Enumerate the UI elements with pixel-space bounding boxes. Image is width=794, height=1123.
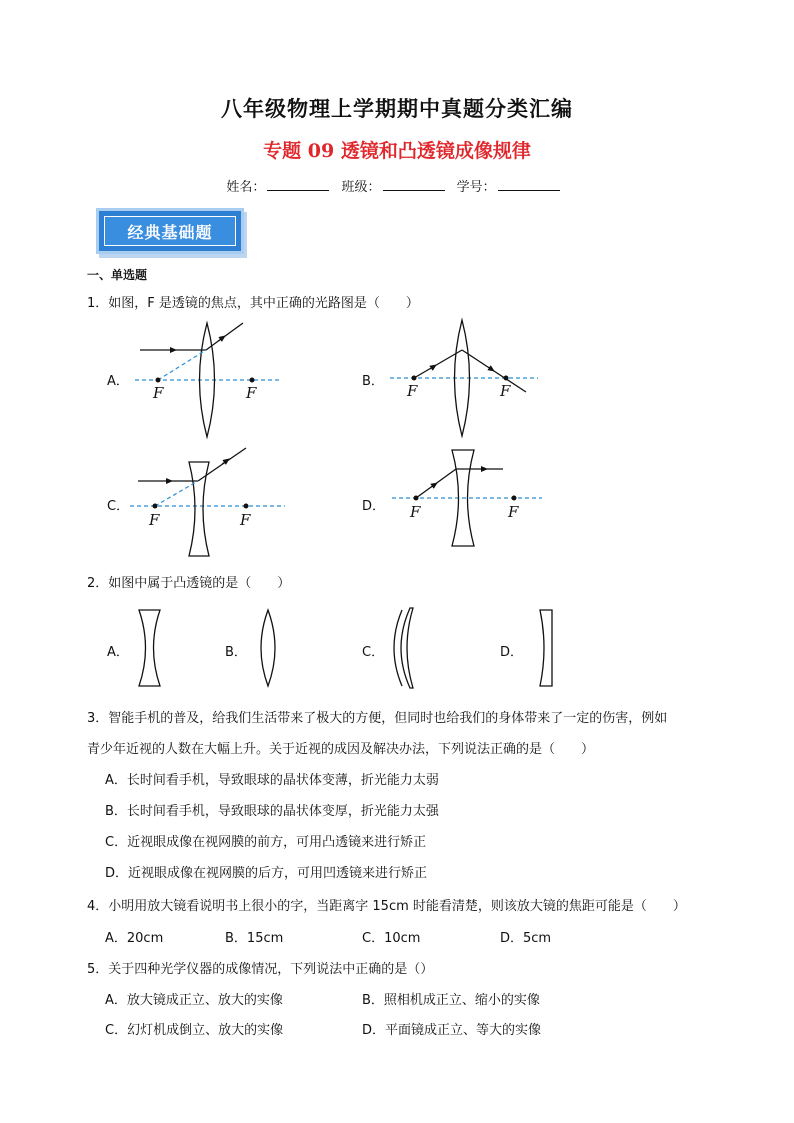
q2-lens-a-biconcave bbox=[139, 610, 160, 686]
q1-diagram-d bbox=[392, 450, 542, 546]
q3-option-a[interactable]: A．长时间看手机，导致眼球的晶状体变薄，折光能力太弱 bbox=[105, 773, 439, 788]
q2-lens-c-meniscus bbox=[394, 608, 413, 688]
q4-option-d[interactable]: D．5cm bbox=[500, 931, 552, 946]
focus-label: F bbox=[246, 384, 257, 402]
focus-label: F bbox=[410, 503, 421, 521]
question-5-stem: 5．关于四种光学仪器的成像情况，下列说法中正确的是（） bbox=[87, 962, 434, 977]
q1-option-a-label[interactable]: A． bbox=[107, 374, 129, 389]
focus-label: F bbox=[500, 382, 511, 400]
section-heading: 一、单选题 bbox=[87, 268, 148, 282]
q3-option-c[interactable]: C．近视眼成像在视网膜的前方，可用凸透镜来进行矫正 bbox=[105, 835, 427, 850]
q1-option-c-label[interactable]: C． bbox=[107, 499, 130, 514]
focus-point bbox=[504, 376, 509, 381]
q5-option-d[interactable]: D．平面镜成正立、等大的实像 bbox=[362, 1023, 542, 1038]
question-3-stem-line2: 青少年近视的人数在大幅上升。关于近视的成因及解决办法，下列说法正确的是（ ） bbox=[87, 742, 595, 757]
class-label: 班级： bbox=[341, 180, 381, 195]
q5-option-c[interactable]: C．幻灯机成倒立、放大的实像 bbox=[105, 1023, 284, 1038]
q4-option-c[interactable]: C．10cm bbox=[362, 931, 421, 946]
q5-option-b[interactable]: B．照相机成正立、缩小的实像 bbox=[362, 993, 540, 1008]
focus-point bbox=[250, 378, 255, 383]
q2-lens-b-biconvex bbox=[261, 610, 275, 686]
q2-option-b-label[interactable]: B． bbox=[225, 645, 247, 660]
q5-option-a[interactable]: A．放大镜成正立、放大的实像 bbox=[105, 993, 283, 1008]
focus-point bbox=[156, 378, 161, 383]
question-3-stem-line1: 3．智能手机的普及，给我们生活带来了极大的方便，但同时也给我们的身体带来了一定的伤害，例如 bbox=[87, 711, 668, 726]
q1-option-d-label[interactable]: D． bbox=[362, 499, 386, 514]
q3-option-b[interactable]: B．长时间看手机，导致眼球的晶状体变厚，折光能力太强 bbox=[105, 804, 439, 819]
q1-diagram-b bbox=[390, 320, 538, 436]
q2-option-a-label[interactable]: A． bbox=[107, 645, 129, 660]
page-title: 八年级物理上学期期中真题分类汇编 bbox=[221, 97, 573, 121]
focus-label: F bbox=[149, 511, 160, 529]
focus-label: F bbox=[508, 503, 519, 521]
q4-option-b[interactable]: B．15cm bbox=[225, 931, 284, 946]
badge-label: 经典基础题 bbox=[104, 216, 236, 246]
question-2-stem: 2．如图中属于凸透镜的是（ ） bbox=[87, 576, 291, 591]
q2-option-d-label[interactable]: D． bbox=[500, 645, 524, 660]
focus-label: F bbox=[240, 511, 251, 529]
focus-point bbox=[512, 496, 517, 501]
refracted-ray bbox=[198, 448, 246, 481]
focus-point bbox=[414, 496, 419, 501]
extension-line bbox=[155, 481, 198, 506]
focus-point bbox=[153, 504, 158, 509]
q2-lens-d-planoconcave bbox=[540, 610, 552, 686]
q1-diagram-c bbox=[130, 448, 285, 556]
focus-point bbox=[244, 504, 249, 509]
q1-diagram-a bbox=[135, 323, 280, 437]
focus-label: F bbox=[153, 384, 164, 402]
question-1-stem: 1．如图，F 是透镜的焦点，其中正确的光路图是（ ） bbox=[87, 296, 419, 311]
q3-option-d[interactable]: D．近视眼成像在视网膜的后方，可用凹透镜来进行矫正 bbox=[105, 866, 428, 881]
q1-option-b-label[interactable]: B． bbox=[362, 374, 384, 389]
extension-line bbox=[158, 350, 206, 380]
topic-subtitle: 专题 09 透镜和凸透镜成像规律 bbox=[263, 140, 531, 162]
focus-label: F bbox=[407, 382, 418, 400]
question-4-stem: 4．小明用放大镜看说明书上很小的字，当距离字 15cm 时能看清楚，则该放大镜的焦距可能是（ ） bbox=[87, 899, 686, 914]
focus-point bbox=[412, 376, 417, 381]
q2-option-c-label[interactable]: C． bbox=[362, 645, 385, 660]
id-label: 学号： bbox=[456, 180, 496, 195]
name-label: 姓名： bbox=[226, 180, 266, 195]
q4-option-a[interactable]: A．20cm bbox=[105, 931, 164, 946]
